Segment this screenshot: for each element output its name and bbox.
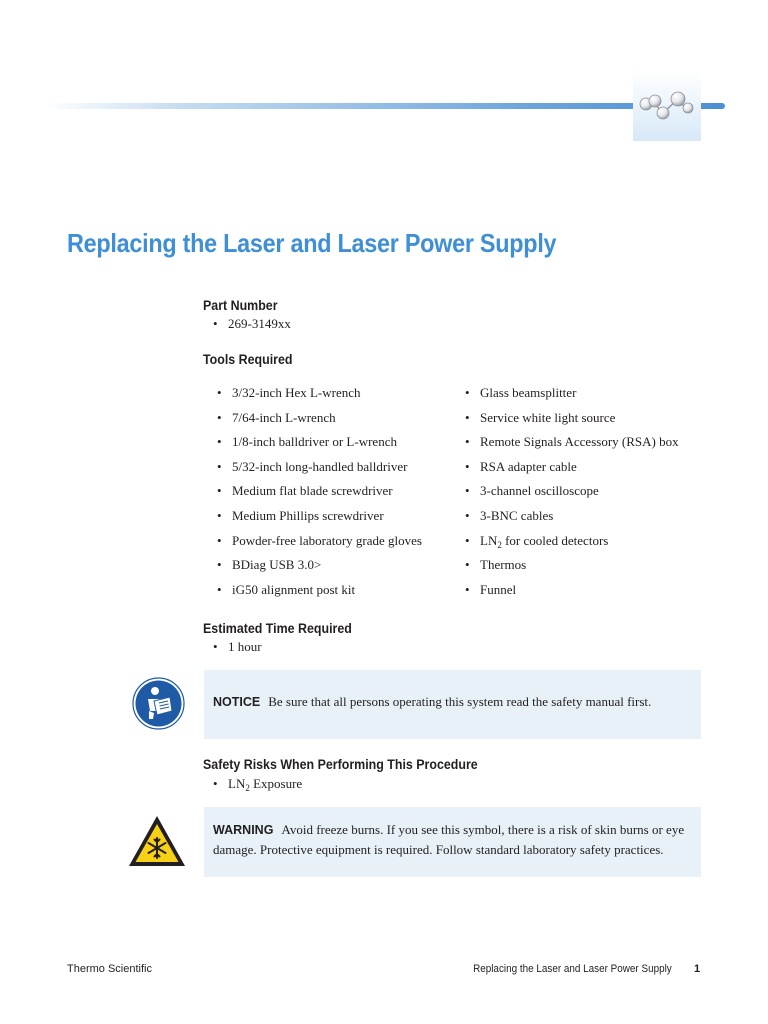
tools-list-right xyxy=(465,385,679,606)
notice-label: NOTICE xyxy=(213,695,261,709)
list-item: • 3-BNC cables xyxy=(465,508,679,533)
safety-risks-heading: Safety Risks When Performing This Procedure xyxy=(203,757,478,772)
notice-text: Be sure that all persons operating this system read the safety manual first. xyxy=(268,694,652,709)
time-list xyxy=(213,639,262,655)
list-item xyxy=(465,533,679,558)
list-item: • iG50 alignment post kit xyxy=(217,582,422,607)
warning-text: Avoid freeze burns. If you see this symbol, there is a risk of skin burns or eye damage. Protective equipment is required. Follow standard laboratory safety practices. xyxy=(213,822,685,857)
warning-callout xyxy=(204,807,701,877)
part-number-list xyxy=(213,316,291,332)
notice-callout xyxy=(204,670,701,739)
footer-company: Thermo Scientific xyxy=(67,963,152,975)
tools-required-heading: Tools Required xyxy=(203,352,293,367)
ln2-subscript: 2 xyxy=(245,783,250,793)
list-item: • Powder-free laboratory grade gloves xyxy=(217,533,422,558)
list-item: • 3-channel oscilloscope xyxy=(465,483,679,508)
list-item: • RSA adapter cable xyxy=(465,459,679,484)
list-item: • 7/64-inch L-wrench xyxy=(217,410,422,435)
tools-list-left xyxy=(217,385,422,606)
header-rule xyxy=(45,103,725,109)
page-number: 1 xyxy=(694,963,701,975)
molecule-icon xyxy=(633,71,701,141)
part-number-heading: Part Number xyxy=(203,298,278,313)
read-manual-icon xyxy=(132,677,185,730)
freeze-hazard-icon xyxy=(126,812,188,870)
list-item: • 5/32-inch long-handled balldriver xyxy=(217,459,422,484)
list-item: • Glass beamsplitter xyxy=(465,385,679,410)
estimated-time-heading: Estimated Time Required xyxy=(203,621,352,636)
list-item: • 269-3149xx xyxy=(213,316,291,332)
safety-risks-list xyxy=(213,776,302,792)
list-item: • Thermos xyxy=(465,557,679,582)
list-item: • 1/8-inch balldriver or L-wrench xyxy=(217,434,422,459)
footer-title: Replacing the Laser and Laser Power Supply xyxy=(473,963,672,975)
ln2-main: LN xyxy=(228,776,246,791)
ln2-rest: for cooled detectors xyxy=(501,532,609,548)
ln2-subscript: 2 xyxy=(497,539,502,550)
list-item xyxy=(213,776,302,792)
list-item: • BDiag USB 3.0> xyxy=(217,557,422,582)
page-title: Replacing the Laser and Laser Power Supply xyxy=(67,228,557,258)
list-item: • Service white light source xyxy=(465,410,679,435)
warning-label: WARNING xyxy=(213,823,274,837)
list-item: • Medium flat blade screwdriver xyxy=(217,483,422,508)
ln2-rest: Exposure xyxy=(249,776,303,791)
list-item: • Medium Phillips screwdriver xyxy=(217,508,422,533)
list-item: • Remote Signals Accessory (RSA) box xyxy=(465,434,679,459)
list-item: • 3/32-inch Hex L-wrench xyxy=(217,385,422,410)
ln2-main: LN xyxy=(480,532,498,548)
list-item: • 1 hour xyxy=(213,639,262,655)
list-item: • Funnel xyxy=(465,582,679,607)
